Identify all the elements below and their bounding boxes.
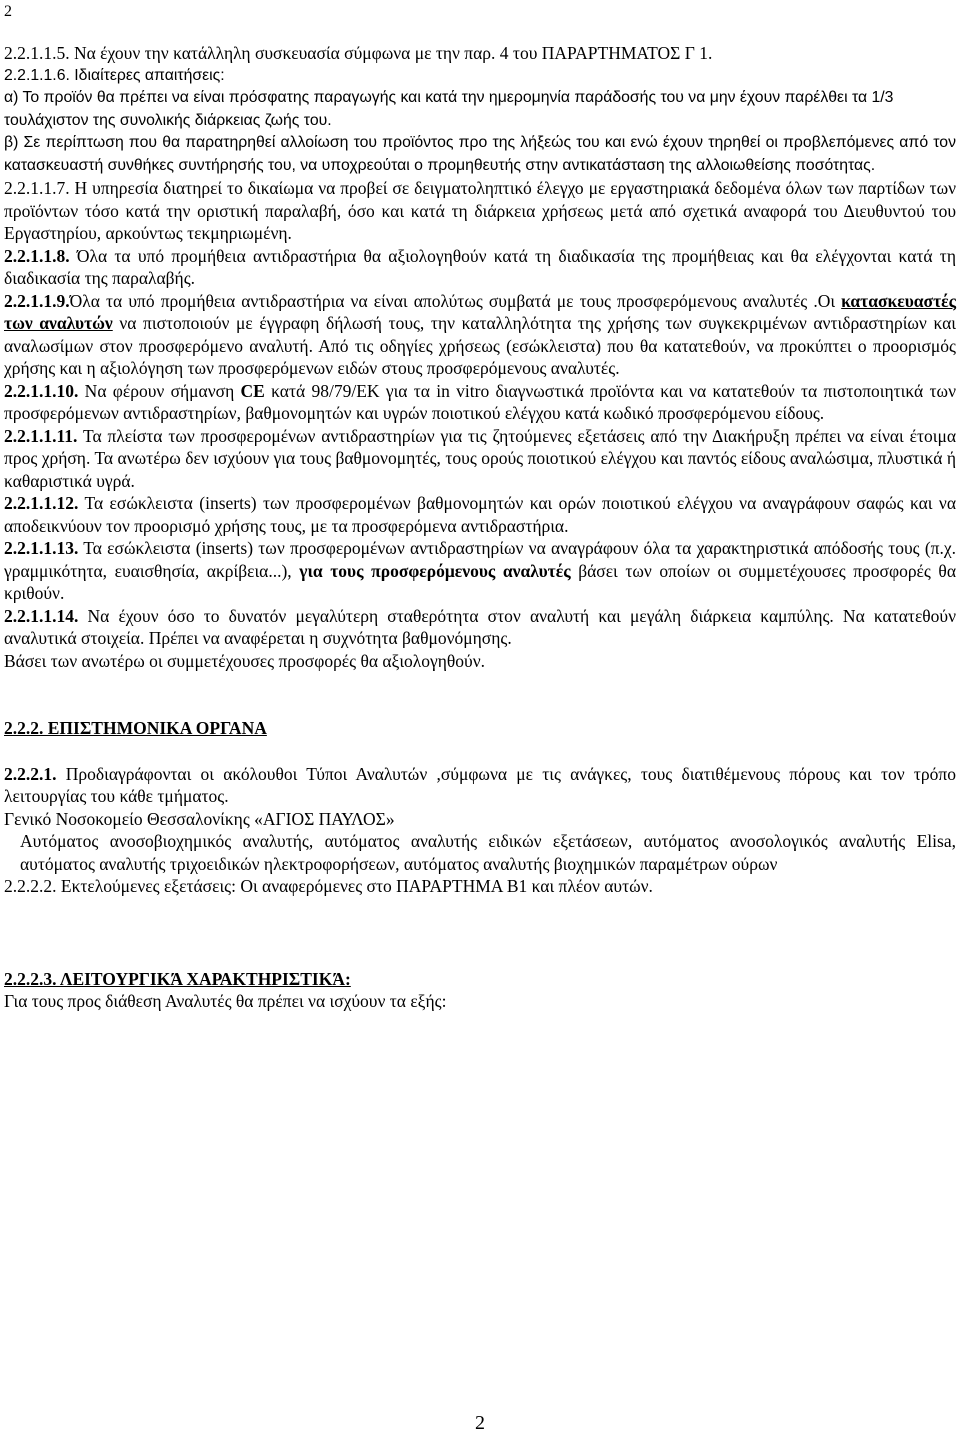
emphasis-manufacturers: κατασκευαστές των αναλυτών bbox=[4, 290, 956, 333]
paragraph-2-2-1-1-5: 2.2.1.1.5. Να έχουν την κατάλληλη συσκευασία σύμφωνα με την παρ. 4 του ΠΑΡΑΡΤΗΜΑΤΟΣ Γ 1. bbox=[4, 43, 713, 63]
clause-number: 2.2.2.1. bbox=[4, 763, 57, 784]
section-heading-scientific-instruments: 2.2.2. ΕΠΙΣΤΗΜΟΝΙΚΑ ΟΡΓΑΝΑ bbox=[4, 718, 267, 738]
clause-number: 2.2.1.1.8. bbox=[4, 245, 70, 266]
clause-text: Όλα τα υπό προμήθεια αντιδραστήρια θα αξιολογηθούν κατά τη διαδικασία της προμήθειας και θα ελέγχονται κατά τη διαδικασία της παραλαβής. bbox=[4, 245, 956, 288]
paragraph-2-2-2-2: 2.2.2.2. Εκτελούμενες εξετάσεις: Οι αναφερόμενες στο ΠΑΡΑΡΤΗΜΑ Β1 και πλέον αυτών. bbox=[4, 876, 653, 896]
spacer bbox=[4, 898, 956, 968]
clause-number: 2.2.1.1.13. bbox=[4, 538, 79, 558]
paragraph-2-2-1-1-14 bbox=[4, 605, 956, 650]
paragraph-analyzer-requirements-intro: Για τους προς διάθεση Αναλυτές θα πρέπει να ισχύουν τα εξής: bbox=[4, 991, 447, 1011]
clause-text: Όλα τα υπό προμήθεια αντιδραστήρια να είναι απολύτως συμβατά με τους προσφερόμενους αναλυτές .Οι bbox=[69, 290, 842, 311]
paragraph-requirement-a: α) Το προϊόν θα πρέπει να είναι πρόσφατης παραγωγής και κατά την ημερομηνία παράδοσής του να μην έχουν παρέλθει τα 1/3 τουλάχιστον της συνολικής διάρκειας ζωής του. bbox=[4, 89, 894, 129]
clause-text: κατά 98/79/ΕΚ για τα in vitro διαγνωστικά προϊόντα και να κατατεθούν τα πιστοποιητικά των προσφερόμενων αντιδραστηρίων, βαθμονομητών και υγρών ποιοτικού ελέγχου κατά κωδικό προσφερόμενου είδους. bbox=[4, 380, 956, 423]
paragraph-2-2-1-1-12 bbox=[4, 492, 956, 537]
emphasis-offered-analyzers: για τους προσφερόμενους αναλυτές bbox=[299, 560, 571, 581]
spacer bbox=[4, 672, 956, 717]
paragraph-2-2-1-1-6: 2.2.1.1.6. Ιδιαίτερες απαιτήσεις: bbox=[4, 66, 225, 84]
paragraph-2-2-1-1-13 bbox=[4, 537, 956, 605]
clause-number: 2.2.1.1.9. bbox=[4, 290, 70, 311]
paragraph-2-2-2-1 bbox=[4, 763, 956, 808]
clause-number: 2.2.1.1.11. bbox=[4, 425, 78, 446]
paragraph-evaluation-note: Βάσει των ανωτέρω οι συμμετέχουσες προσφορές θα αξιολογηθούν. bbox=[4, 650, 486, 671]
clause-text: Τα εσώκλειστα (inserts) των προσφερομένων βαθμονομητών και ορών ποιοτικού ελέγχου να αναγράφουν σαφώς και να αποδεικνύουν τον προορισμό χρήσης τους, με τα προσφερόμενα αντιδραστήρια. bbox=[4, 493, 956, 536]
clause-text: Να φέρουν σήμανση bbox=[78, 380, 241, 401]
clause-text: να πιστοποιούν με έγγραφη δήλωσή τους, την καταλληλότητα της χρήσης των συγκεκριμένων αντιδραστηρίων και αναλωσίμων στον προσφερόμενο αναλυτή. Από τις οδηγίες χρήσεως (εσώκλειστα) που θα κατατεθούν, να προκύπτει ο προορισμός χρήσης και η αξιολόγηση των προσφερόμενων ειδών στους προσφερόμενους αναλυτές. bbox=[4, 313, 956, 378]
paragraph-2-2-1-1-8 bbox=[4, 245, 956, 290]
spacer bbox=[4, 740, 956, 763]
paragraph-2-2-1-1-7: 2.2.1.1.7. Η υπηρεσία διατηρεί το δικαίωμα να προβεί σε δειγματοληπτικό έλεγχο με εργαστηριακά δεδομένα όλων των παρτίδων των προϊόντων τόσο κατά την οριστική παραλαβή, όσο και κατά τη διάρκεια χρήσεως μετά από σχετικά αναφορά του Διευθυντού του Εργαστηρίου, αρκούντως τεκμηριωμένη. bbox=[4, 178, 956, 243]
clause-number: 2.2.1.1.14. bbox=[4, 605, 79, 626]
paragraph-2-2-1-1-10 bbox=[4, 380, 956, 425]
clause-number: 2.2.1.1.12. bbox=[4, 493, 79, 513]
clause-text: βάσει των οποίων οι συμμετέχουσες προσφορές θα κριθούν. bbox=[4, 560, 956, 603]
paragraph-requirement-b: β) Σε περίπτωση που θα παρατηρηθεί αλλοίωση του προϊόντος προ της λήξεώς του και ενώ έχουν τηρηθεί οι προβλεπόμενες από τον κατασκευαστή συνθήκες συντήρησής του, να υποχρεούται ο προμηθευτής στην αντικατάσταση της αλλοιωθείσης ποσότητας. bbox=[4, 134, 956, 174]
hospital-name: Γενικό Νοσοκομείο Θεσσαλονίκης «ΑΓΙΟΣ ΠΑΥΛΟΣ» bbox=[4, 808, 395, 829]
document-body bbox=[4, 42, 956, 1013]
section-heading-functional-characteristics: 2.2.2.3. ΛΕΙΤΟΥΡΓΙΚΆ ΧΑΡΑΚΤΗΡΙΣΤΙΚΆ: bbox=[4, 968, 351, 989]
paragraph-2-2-1-1-11 bbox=[4, 425, 956, 493]
page-number-top: 2 bbox=[4, 3, 12, 20]
analyzer-types-list: Αυτόματος ανοσοβιοχημικός αναλυτής, αυτόματος αναλυτής ειδικών εξετάσεων, αυτόματος ανοσολογικός αναλυτής Elisa, αυτόματος αναλυτής τριχοειδικών ηλεκτροφορήσεων, αυτόματος αναλυτής βιοχημικών παραμέτρων ούρων bbox=[20, 831, 956, 874]
clause-text: Τα πλείστα των προσφερομένων αντιδραστηρίων για τις ζητούμενες εξετάσεις από την Διακήρυξη πρέπει να είναι έτοιμα προς χρήση. Τα ανωτέρω δεν ισχύουν για τους βαθμονομητές, τους ορούς ποιοτικού ελέγχου και παντός είδους αναλώσιμα, πλυστικά ή καθαριστικά υγρά. bbox=[4, 425, 956, 491]
clause-text: Να έχουν όσο το δυνατόν μεγαλύτερη σταθερότητα στον αναλυτή και μεγάλη διάρκεια καμπύλης. Να κατατεθούν αναλυτικά στοιχεία. Πρέπει να αναφέρεται η συχνότητα βαθμονόμησης. bbox=[4, 605, 956, 648]
page-number-bottom: 2 bbox=[475, 1412, 485, 1434]
clause-number: 2.2.1.1.10. bbox=[4, 380, 79, 401]
clause-text: Τα εσώκλειστα (inserts) των προσφερομένων αντιδραστηρίων να αναγράφουν όλα τα χαρακτηριστικά απόδοσής τους (π.χ. γραμμικότητα, ευαισθησία, ακρίβεια...), bbox=[4, 538, 956, 581]
paragraph-2-2-1-1-9 bbox=[4, 290, 956, 380]
clause-text: Προδιαγράφονται οι ακόλουθοι Τύποι Αναλυτών ,σύμφωνα με τις ανάγκες, τους διατιθέμενους πόρους και τον τρόπο λειτουργίας του κάθε τμήματος. bbox=[4, 763, 956, 806]
ce-mark: CE bbox=[240, 380, 265, 401]
